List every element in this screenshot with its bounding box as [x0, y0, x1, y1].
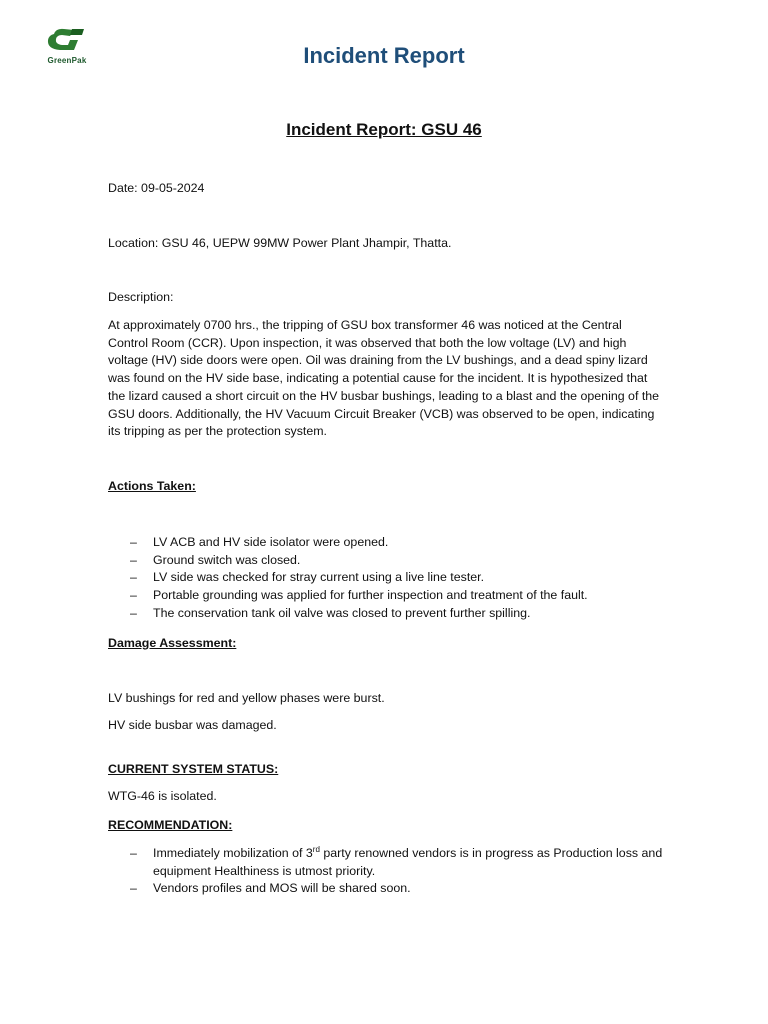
- action-text: LV side was checked for stray current using a live line tester.: [153, 570, 485, 585]
- list-item: [108, 587, 664, 605]
- list-item: [108, 845, 664, 880]
- document-title: Incident Report: GSU 46: [286, 120, 482, 139]
- list-item: [108, 552, 664, 570]
- list-item: [108, 605, 664, 623]
- damage-line-2: HV side busbar was damaged.: [108, 718, 277, 732]
- actions-heading: Actions Taken:: [108, 479, 196, 493]
- action-text: The conservation tank oil valve was closed to prevent further spilling.: [153, 605, 531, 620]
- status-text: WTG-46 is isolated.: [108, 789, 217, 803]
- damage-heading: Damage Assessment:: [108, 636, 237, 650]
- ordinal-suffix: rd: [312, 844, 320, 854]
- actions-list: [108, 534, 664, 623]
- location-line: Location: GSU 46, UEPW 99MW Power Plant Jhampir, Thatta.: [108, 236, 452, 250]
- list-item: [108, 534, 664, 552]
- dash-bullet: –: [130, 588, 137, 603]
- description-label: Description:: [108, 290, 174, 304]
- recommendation-text: Vendors profiles and MOS will be shared soon.: [153, 881, 411, 896]
- list-item: [108, 569, 664, 587]
- dash-bullet: –: [130, 846, 137, 860]
- date-line: Date: 09-05-2024: [108, 181, 205, 195]
- dash-bullet: –: [130, 605, 137, 620]
- action-text: Ground switch was closed.: [153, 552, 301, 567]
- dash-bullet: –: [130, 552, 137, 567]
- dash-bullet: –: [130, 881, 137, 896]
- damage-line-1: LV bushings for red and yellow phases were burst.: [108, 691, 385, 705]
- header-title: Incident Report: [303, 43, 465, 68]
- action-text: Portable grounding was applied for further inspection and treatment of the fault.: [153, 588, 588, 603]
- dash-bullet: –: [130, 535, 137, 549]
- action-text: LV ACB and HV side isolator were opened.: [153, 535, 389, 549]
- logo-text: GreenPak: [47, 56, 87, 65]
- recommendation-heading: RECOMMENDATION:: [108, 818, 233, 832]
- recommendation-text-start: Immediately mobilization of 3: [153, 846, 313, 860]
- list-item: [108, 880, 664, 898]
- status-heading: CURRENT SYSTEM STATUS:: [108, 762, 279, 776]
- recommendation-list: [108, 845, 664, 898]
- description-paragraph: At approximately 0700 hrs., the tripping of GSU box transformer 46 was noticed at the Central Control Room (CCR). Upon inspection, it was observed that both the low voltage (LV) and high voltage (HV) side doors were open. Oil was draining from the LV bushings, and a dead spiny lizard was found on the HV side base, indicating a potential cause for the incident. It is hypothesized that the lizard caused a short circuit on the HV busbar bushings, leading to a blast and the opening of the GSU doors. Additionally, the HV Vacuum Circuit Breaker (VCB) was observed to be open, indicating its tripping as per the protection system.: [108, 318, 660, 439]
- dash-bullet: –: [130, 570, 137, 585]
- recommendation-text-end: party renowned vendors is in progress as Production loss and equipment Healthiness is utmost priority.: [153, 846, 663, 878]
